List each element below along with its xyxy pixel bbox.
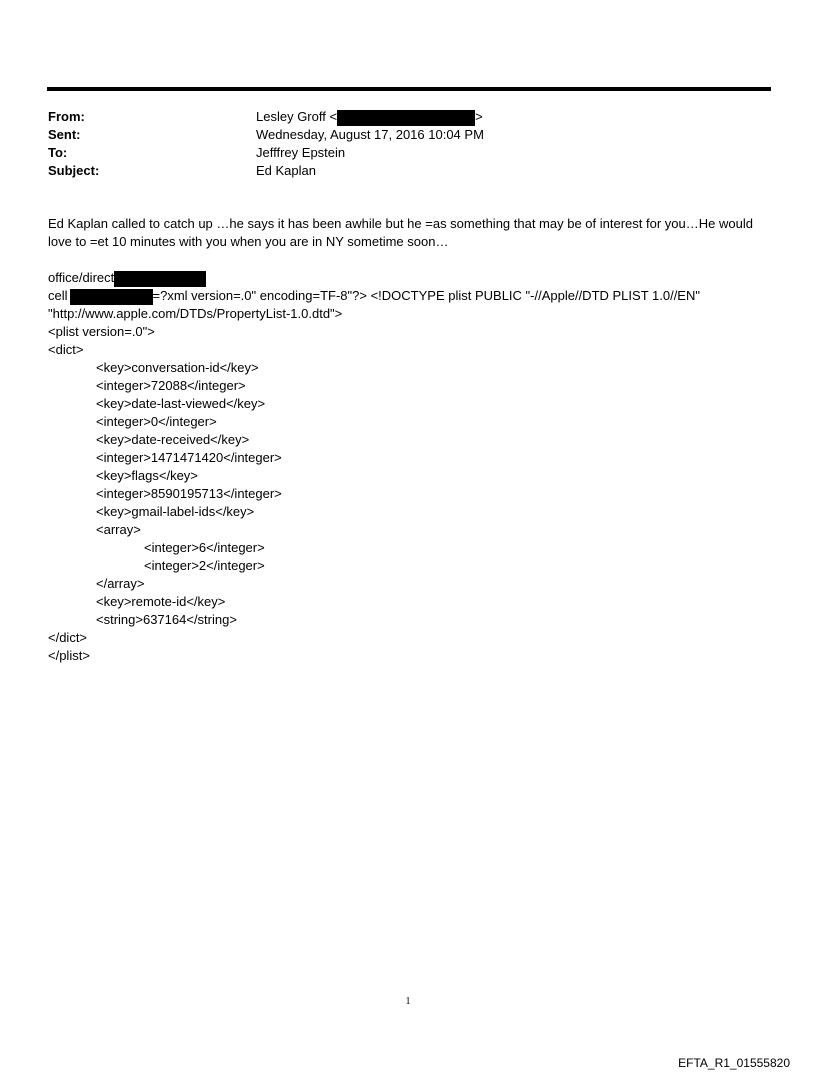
plist-line: <integer>0</integer> xyxy=(96,414,217,429)
plist-line: <string>637164</string> xyxy=(96,612,237,627)
sent-label: Sent: xyxy=(48,127,81,142)
plist-line: <integer>6</integer> xyxy=(144,540,265,555)
plist-line: </plist> xyxy=(48,648,90,663)
plist-line: <integer>2</integer> xyxy=(144,558,265,573)
plist-line: <key>gmail-label-ids</key> xyxy=(96,504,255,519)
to-value: Jefffrey Epstein xyxy=(256,145,346,160)
document-id: EFTA_R1_01555820 xyxy=(678,1056,790,1070)
plist-line: "http://www.apple.com/DTDs/PropertyList-1.0.dtd"> xyxy=(48,306,343,321)
plist-lines xyxy=(48,305,700,665)
plist-line: <key>flags</key> xyxy=(96,468,198,483)
cell-trailing-text: =?xml version=.0" encoding=TF-8"?> <!DOCTYPE plist PUBLIC "-//Apple//DTD PLIST 1.0//EN" xyxy=(152,288,700,303)
sent-value: Wednesday, August 17, 2016 10:04 PM xyxy=(256,127,484,142)
plist-line: <key>date-received</key> xyxy=(96,432,250,447)
plist-line: <integer>1471471420</integer> xyxy=(96,450,282,465)
plist-line: </dict> xyxy=(48,630,88,645)
subject-value: Ed Kaplan xyxy=(256,163,316,178)
plist-line: <plist version=.0"> xyxy=(48,324,155,339)
from-label: From: xyxy=(48,109,85,124)
office-label: office/direct xyxy=(48,270,115,285)
from-close: > xyxy=(475,109,483,124)
page-number: 1 xyxy=(405,996,411,1007)
sent-row xyxy=(48,126,484,144)
plist-block xyxy=(48,269,700,665)
plist-line: <integer>8590195713</integer> xyxy=(96,486,282,501)
from-name: Lesley Groff < xyxy=(256,109,338,124)
to-row xyxy=(48,144,484,162)
redaction-box xyxy=(337,110,475,126)
cell-line xyxy=(48,287,700,305)
plist-line: <key>date-last-viewed</key> xyxy=(96,396,266,411)
plist-line: <dict> xyxy=(48,342,84,357)
redaction-box xyxy=(70,289,153,305)
cell-label: cell xyxy=(48,288,68,303)
plist-line: <array> xyxy=(96,522,141,537)
redaction-box xyxy=(114,271,206,287)
plist-line: <key>conversation-id</key> xyxy=(96,360,259,375)
plist-line: <integer>72088</integer> xyxy=(96,378,246,393)
subject-row xyxy=(48,162,484,180)
from-value xyxy=(256,108,483,126)
office-line xyxy=(48,269,700,287)
subject-label: Subject: xyxy=(48,163,100,178)
message-body: Ed Kaplan called to catch up …he says it has been awhile but he =as something that may be of interest for you…He would love to =et 10 minutes with you when you are in NY sometime soon… xyxy=(48,216,753,249)
header-divider xyxy=(47,87,771,91)
to-label: To: xyxy=(48,145,68,160)
plist-line: <key>remote-id</key> xyxy=(96,594,226,609)
plist-line: </array> xyxy=(96,576,145,591)
from-row xyxy=(48,108,484,126)
email-header xyxy=(48,108,484,180)
